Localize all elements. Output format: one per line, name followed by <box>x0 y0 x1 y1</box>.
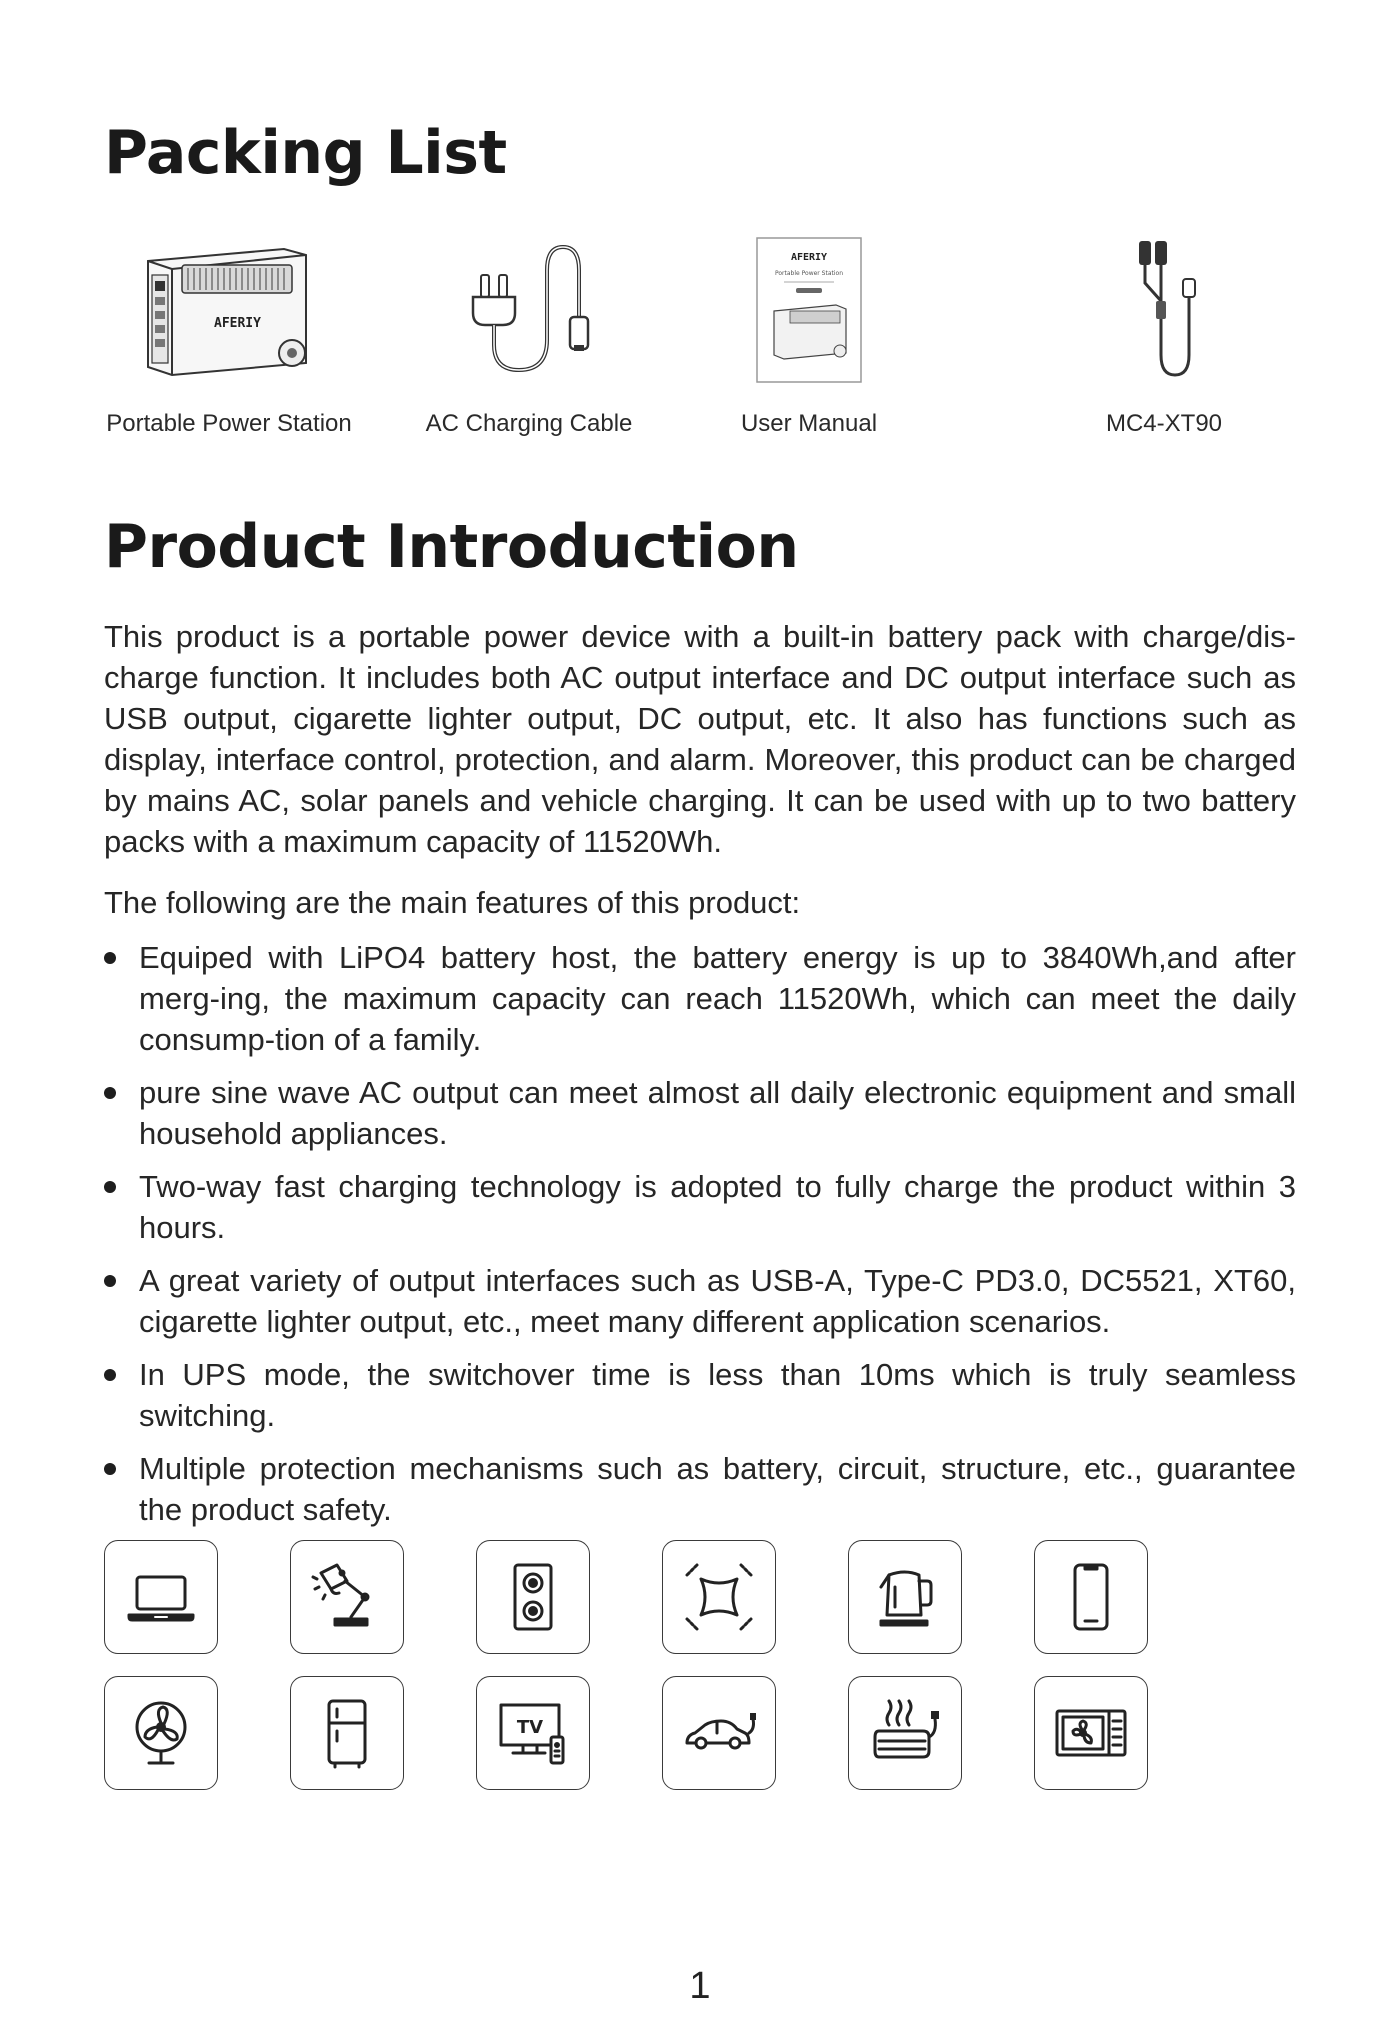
bullet-icon <box>104 952 116 964</box>
svg-text:TV: TV <box>516 1717 544 1738</box>
power-station-image <box>104 230 354 390</box>
bullet-icon <box>104 1369 116 1381</box>
feature-item: In UPS mode, the switchover time is less than 10ms which is truly seamless switching. <box>104 1354 1296 1436</box>
electric-car-icon <box>662 1676 776 1790</box>
tv-icon <box>476 1676 590 1790</box>
fan-icon <box>104 1676 218 1790</box>
drone-icon <box>662 1540 776 1654</box>
bullet-icon <box>104 1275 116 1287</box>
bullet-icon <box>104 1463 116 1475</box>
microwave-icon <box>1034 1676 1148 1790</box>
features-list <box>104 937 1296 1530</box>
product-introduction-body <box>104 616 1296 1542</box>
ac-cable-image <box>404 230 654 390</box>
intro-paragraph: This product is a portable power device with a built-in battery pack with charge/dis-charge function. It includes both AC output interface and DC output interface such as USB output, cigarette lighter output, DC output, etc. It also has functions such as display, interface control, protection, and alarm. Moreover, this product can be charged by mains AC, solar panels and vehicle charging. It can be used with up to two battery packs with a maximum capacity of 11520Wh. <box>104 619 1296 859</box>
feature-item: A great variety of output interfaces such as USB-A, Type-C PD3.0, DC5521, XT60, cigarette lighter output, etc., meet many different application scenarios. <box>104 1260 1296 1342</box>
laptop-icon <box>104 1540 218 1654</box>
speaker-icon <box>476 1540 590 1654</box>
feature-item: Equiped with LiPO4 battery host, the battery energy is up to 3840Wh,and after merg-ing, the maximum capacity can reach 11520Wh, which can meet the daily consump-tion of a family. <box>104 937 1296 1060</box>
electric-blanket-icon <box>848 1676 962 1790</box>
feature-item: Two-way fast charging technology is adopted to fully charge the product within 3 hours. <box>104 1166 1296 1248</box>
svg-text:Portable Power Station: Portable Power Station <box>774 270 844 277</box>
packing-list-title: Packing List <box>104 118 507 188</box>
packing-item-label: Portable Power Station <box>106 410 352 437</box>
kettle-icon <box>848 1540 962 1654</box>
packing-item-ac-cable <box>404 230 654 438</box>
product-introduction-title: Product Introduction <box>104 512 799 582</box>
bullet-icon <box>104 1181 116 1193</box>
packing-list-items <box>104 230 1300 437</box>
bullet-icon <box>104 1087 116 1099</box>
mc4-xt90-cable-image <box>1049 230 1279 390</box>
appliance-icon-grid <box>104 1540 1164 1790</box>
packing-item-label: MC4-XT90 <box>1105 410 1223 437</box>
svg-text:AFERIY: AFERIY <box>214 316 261 331</box>
user-manual-image <box>689 230 929 390</box>
features-lead: The following are the main features of this product: <box>104 885 801 920</box>
packing-item-label: AC Charging Cable <box>425 410 633 437</box>
packing-item-label: User Manual <box>740 410 878 437</box>
feature-item: pure sine wave AC output can meet almost all daily electronic equipment and small household appliances. <box>104 1072 1296 1154</box>
packing-item-user-manual <box>689 230 929 438</box>
svg-text:AFERIY: AFERIY <box>790 252 828 263</box>
desk-lamp-icon <box>290 1540 404 1654</box>
feature-item: Multiple protection mechanisms such as battery, circuit, structure, etc., guarantee the product safety. <box>104 1448 1296 1530</box>
packing-item-power-station <box>104 230 354 438</box>
phone-icon <box>1034 1540 1148 1654</box>
packing-item-mc4-xt90 <box>1049 230 1279 438</box>
refrigerator-icon <box>290 1676 404 1790</box>
page-number: 1 <box>689 1965 711 2007</box>
